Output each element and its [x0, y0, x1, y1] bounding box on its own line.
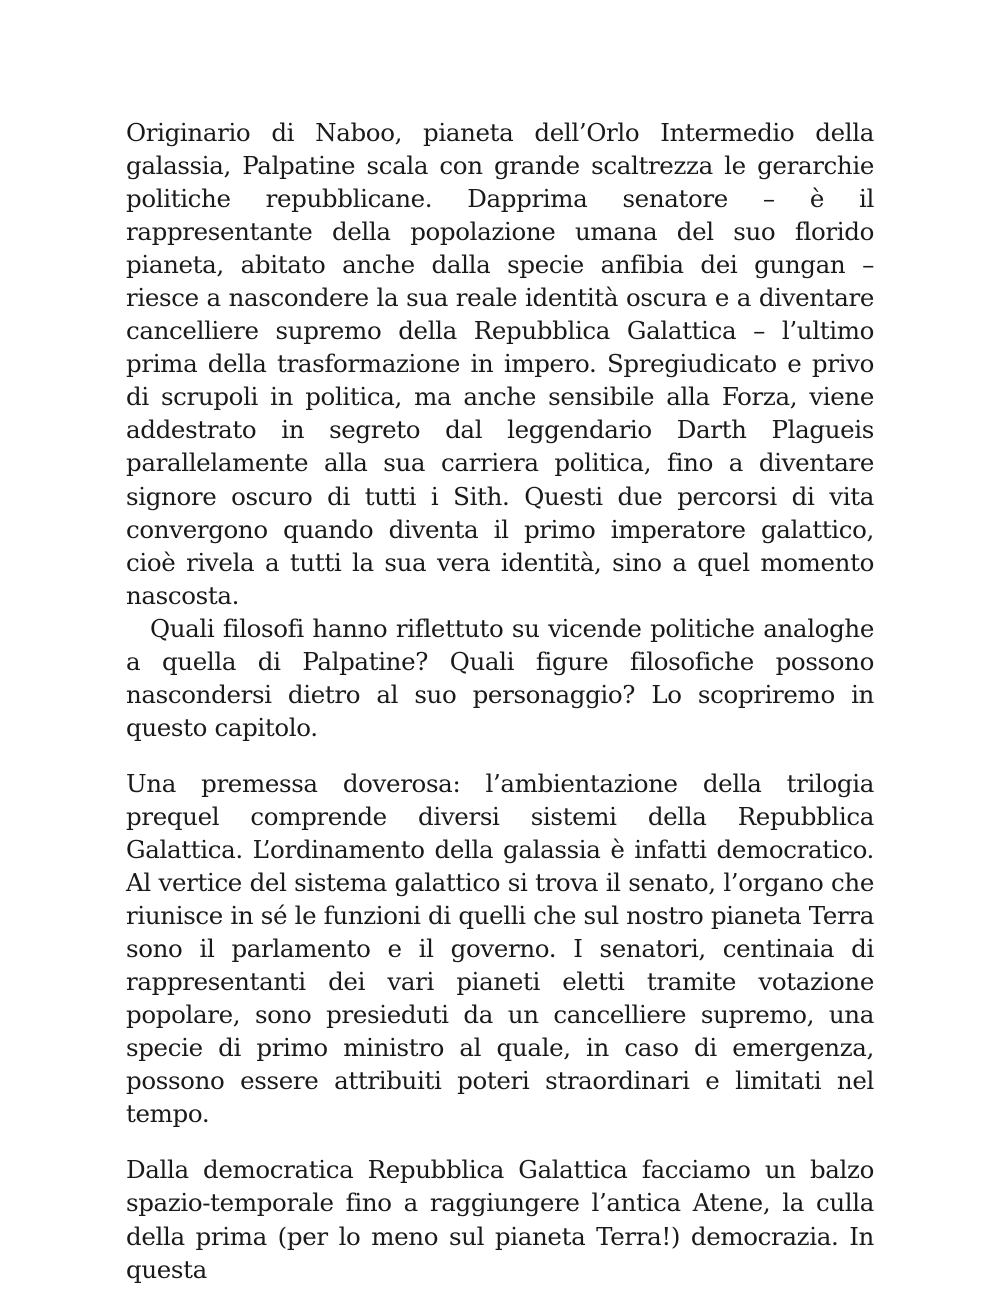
paragraph-philosophical-questions: Quali filosofi hanno riflettuto su vicende politiche analoghe a quella di Palpatine? Quali figure filosofiche possono nascondersi dietro al suo personaggio? Lo scopriremo in questo capitolo.	[126, 613, 874, 742]
paragraph-galactic-republic-premise: Una premessa doverosa: l’ambientazione della trilogia prequel comprende diversi sistemi della Repubblica Galattica. L’ordinamento della galassia è infatti democratico. Al vertice del sistema galattico si trova il senato, l’organo che riunisce in sé le funzioni di quelli che sul nostro pianeta Terra sono il parlamento e il governo. I senatori, centinaia di rappresentanti dei vari pianeti eletti tramite votazione popolare, sono presieduti da un cancelliere supremo, una specie di primo ministro al quale, in caso di emergenza, possono essere attribuiti poteri straordinari e limitati nel tempo.	[126, 768, 874, 1129]
paragraph-palpatine-origins: Originario di Naboo, pianeta dell’Orlo Intermedio della galassia, Palpatine scala con grande scaltrezza le gerarchie politiche repubblicane. Dapprima senatore – è il rappresentante della popolazione umana del suo florido pianeta, abitato anche dalla specie anfibia dei gungan – riesce a nascondere la sua reale identità oscura e a diventare cancelliere supremo della Repubblica Galattica – l’ultimo prima della trasformazione in impero. Spregiudicato e privo di scrupoli in politica, ma anche sensibile alla Forza, viene addestrato in segreto dal leggendario Darth Plagueis parallelamente alla sua carriera politica, fino a diventare signore oscuro di tutti i Sith. Questi due percorsi di vita convergono quando diventa il primo imperatore galattico, cioè rivela a tutti la sua vera identità, sino a quel momento nascosta.	[126, 118, 874, 610]
paragraph-athens-democracy: Dalla democratica Repubblica Galattica facciamo un balzo spazio-temporale fino a raggiungere l’antica Atene, la culla della prima (per lo meno sul pianeta Terra!) democrazia. In questa	[126, 1155, 874, 1284]
page-body	[126, 116, 874, 1286]
